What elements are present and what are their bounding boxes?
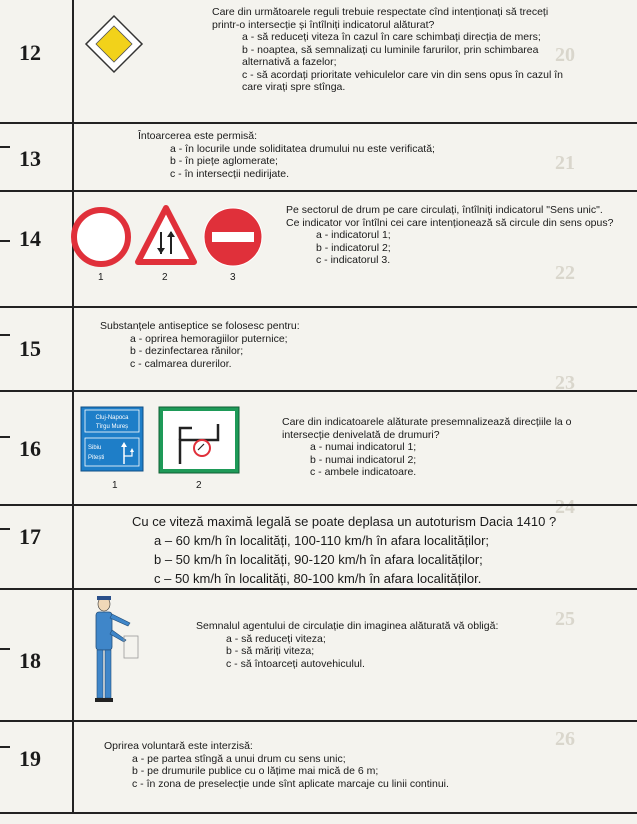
ghost-mark: 23 xyxy=(555,372,575,394)
sign-label: 1 xyxy=(112,480,118,491)
option-c: c - calmarea durerilor. xyxy=(130,357,232,370)
question-number: 17 xyxy=(19,524,41,549)
ghost-mark: 22 xyxy=(555,262,575,284)
option-c: c - să acordați prioritate vehiculelor care vin din sens opus în cazul în care virați spre stînga. xyxy=(242,68,563,93)
option-a: a – 60 km/h în localități, 100-110 km/h în afara localităților; xyxy=(154,533,490,548)
sign1-line4: Pitești xyxy=(88,455,105,461)
question-text-18 xyxy=(196,620,536,670)
question-stem: Care din următoarele reguli trebuie respectate cînd intenționați să treceți printr-o intersecție și întîlniți indicatorul alăturat? xyxy=(212,6,549,31)
option-c: c - ambele indicatoare. xyxy=(310,466,417,478)
option-c: c - indicatorul 3. xyxy=(316,254,391,266)
question-stem: Care din indicatoarele alăturate presemnalizează direcțiile la o intersecție denivelată de drumuri? xyxy=(282,416,572,441)
question-stem: Întoarcerea este permisă: xyxy=(138,130,258,142)
option-c: c - în zona de preselecție unde sînt aplicate marcaje cu linii continui. xyxy=(132,777,449,790)
question-stem: Semnalul agentului de circulație din imaginea alăturată vă obligă: xyxy=(196,620,499,632)
question-number: 16 xyxy=(19,436,41,461)
option-c: c – 50 km/h în localități, 80-100 km/h în afara localităților. xyxy=(154,571,482,586)
question-text-17 xyxy=(132,512,622,588)
option-c: c - în intersecții nedirijate. xyxy=(170,167,290,180)
question-number: 19 xyxy=(19,746,41,771)
priority-road-sign-icon xyxy=(84,14,144,74)
question-number: 13 xyxy=(19,146,41,171)
option-a: a - numai indicatorul 1; xyxy=(310,441,417,453)
ghost-mark: 25 xyxy=(555,608,575,630)
option-b: b - indicatorul 2; xyxy=(316,241,391,254)
question-text-12 xyxy=(212,6,572,94)
option-a: a - indicatorul 1; xyxy=(316,229,391,241)
option-b: b - numai indicatorul 2; xyxy=(310,453,417,466)
question-stem: Cu ce viteză maximă legală se poate deplasa un autoturism Dacia 1410 ? xyxy=(132,514,557,529)
sign-label: 3 xyxy=(230,272,236,283)
question-text-15 xyxy=(100,320,500,370)
option-a: a - să reduceți viteza în cazul în care schimbați direcția de mers; xyxy=(242,31,541,43)
ghost-mark: 20 xyxy=(555,44,575,66)
question-text-16 xyxy=(282,416,582,479)
no-entry-sign-icon xyxy=(202,206,264,268)
ghost-mark: 24 xyxy=(555,496,575,518)
option-b: b - noaptea, să semnalizați cu luminile farurilor, prin schimbarea alternativă a fazelor; xyxy=(242,43,539,68)
direction-sign-blue-icon xyxy=(80,406,144,472)
option-a: a - să reduceți viteza; xyxy=(226,632,326,645)
question-stem: Substanțele antiseptice se folosesc pentru: xyxy=(100,320,300,332)
question-stem: Pe sectorul de drum pe care circulați, întîlniți indicatorul "Sens unic". Ce indicator vor întîlni cei care intenționează să circule din sens opus? xyxy=(286,204,614,229)
sign-label: 2 xyxy=(162,272,168,283)
question-number: 12 xyxy=(19,40,41,65)
ghost-mark: 21 xyxy=(555,152,575,174)
sign-label: 1 xyxy=(98,272,104,283)
question-text-14 xyxy=(286,204,616,267)
sign-label: 2 xyxy=(196,480,202,491)
sign1-line1: Cluj-Napoca xyxy=(95,415,129,421)
question-number: 18 xyxy=(19,648,41,673)
option-a: a - în locurile unde soliditatea drumului nu este verificată; xyxy=(170,142,435,155)
two-way-traffic-sign-icon xyxy=(134,204,198,266)
question-text-13 xyxy=(138,130,518,180)
option-a: a - oprirea hemoragiilor puternice; xyxy=(130,332,288,345)
sign1-line3: Sibiu xyxy=(88,445,102,451)
sign1-line2: Tîrgu Mureș xyxy=(95,424,129,430)
option-c: c - să întoarceți autovehiculul. xyxy=(226,657,365,670)
direction-sign-green-icon xyxy=(158,406,240,474)
option-b: b - să măriți viteza; xyxy=(226,645,315,657)
ghost-mark: 26 xyxy=(555,728,575,750)
question-number: 14 xyxy=(19,226,41,251)
question-stem: Oprirea voluntară este interzisă: xyxy=(104,740,253,752)
option-b: b - în piețe aglomerate; xyxy=(170,155,278,167)
option-a: a - pe partea stîngă a unui drum cu sens unic; xyxy=(132,752,346,765)
traffic-officer-icon xyxy=(86,596,146,708)
option-b: b – 50 km/h în localități, 90-120 km/h în afara localităților; xyxy=(154,552,483,567)
no-vehicles-sign-icon xyxy=(70,206,132,268)
question-number: 15 xyxy=(19,336,41,361)
question-text-19 xyxy=(104,740,544,790)
option-b: b - dezinfectarea rănilor; xyxy=(130,345,244,357)
option-b: b - pe drumurile publice cu o lățime mai mică de 6 m; xyxy=(132,765,379,777)
column-divider xyxy=(72,0,74,812)
